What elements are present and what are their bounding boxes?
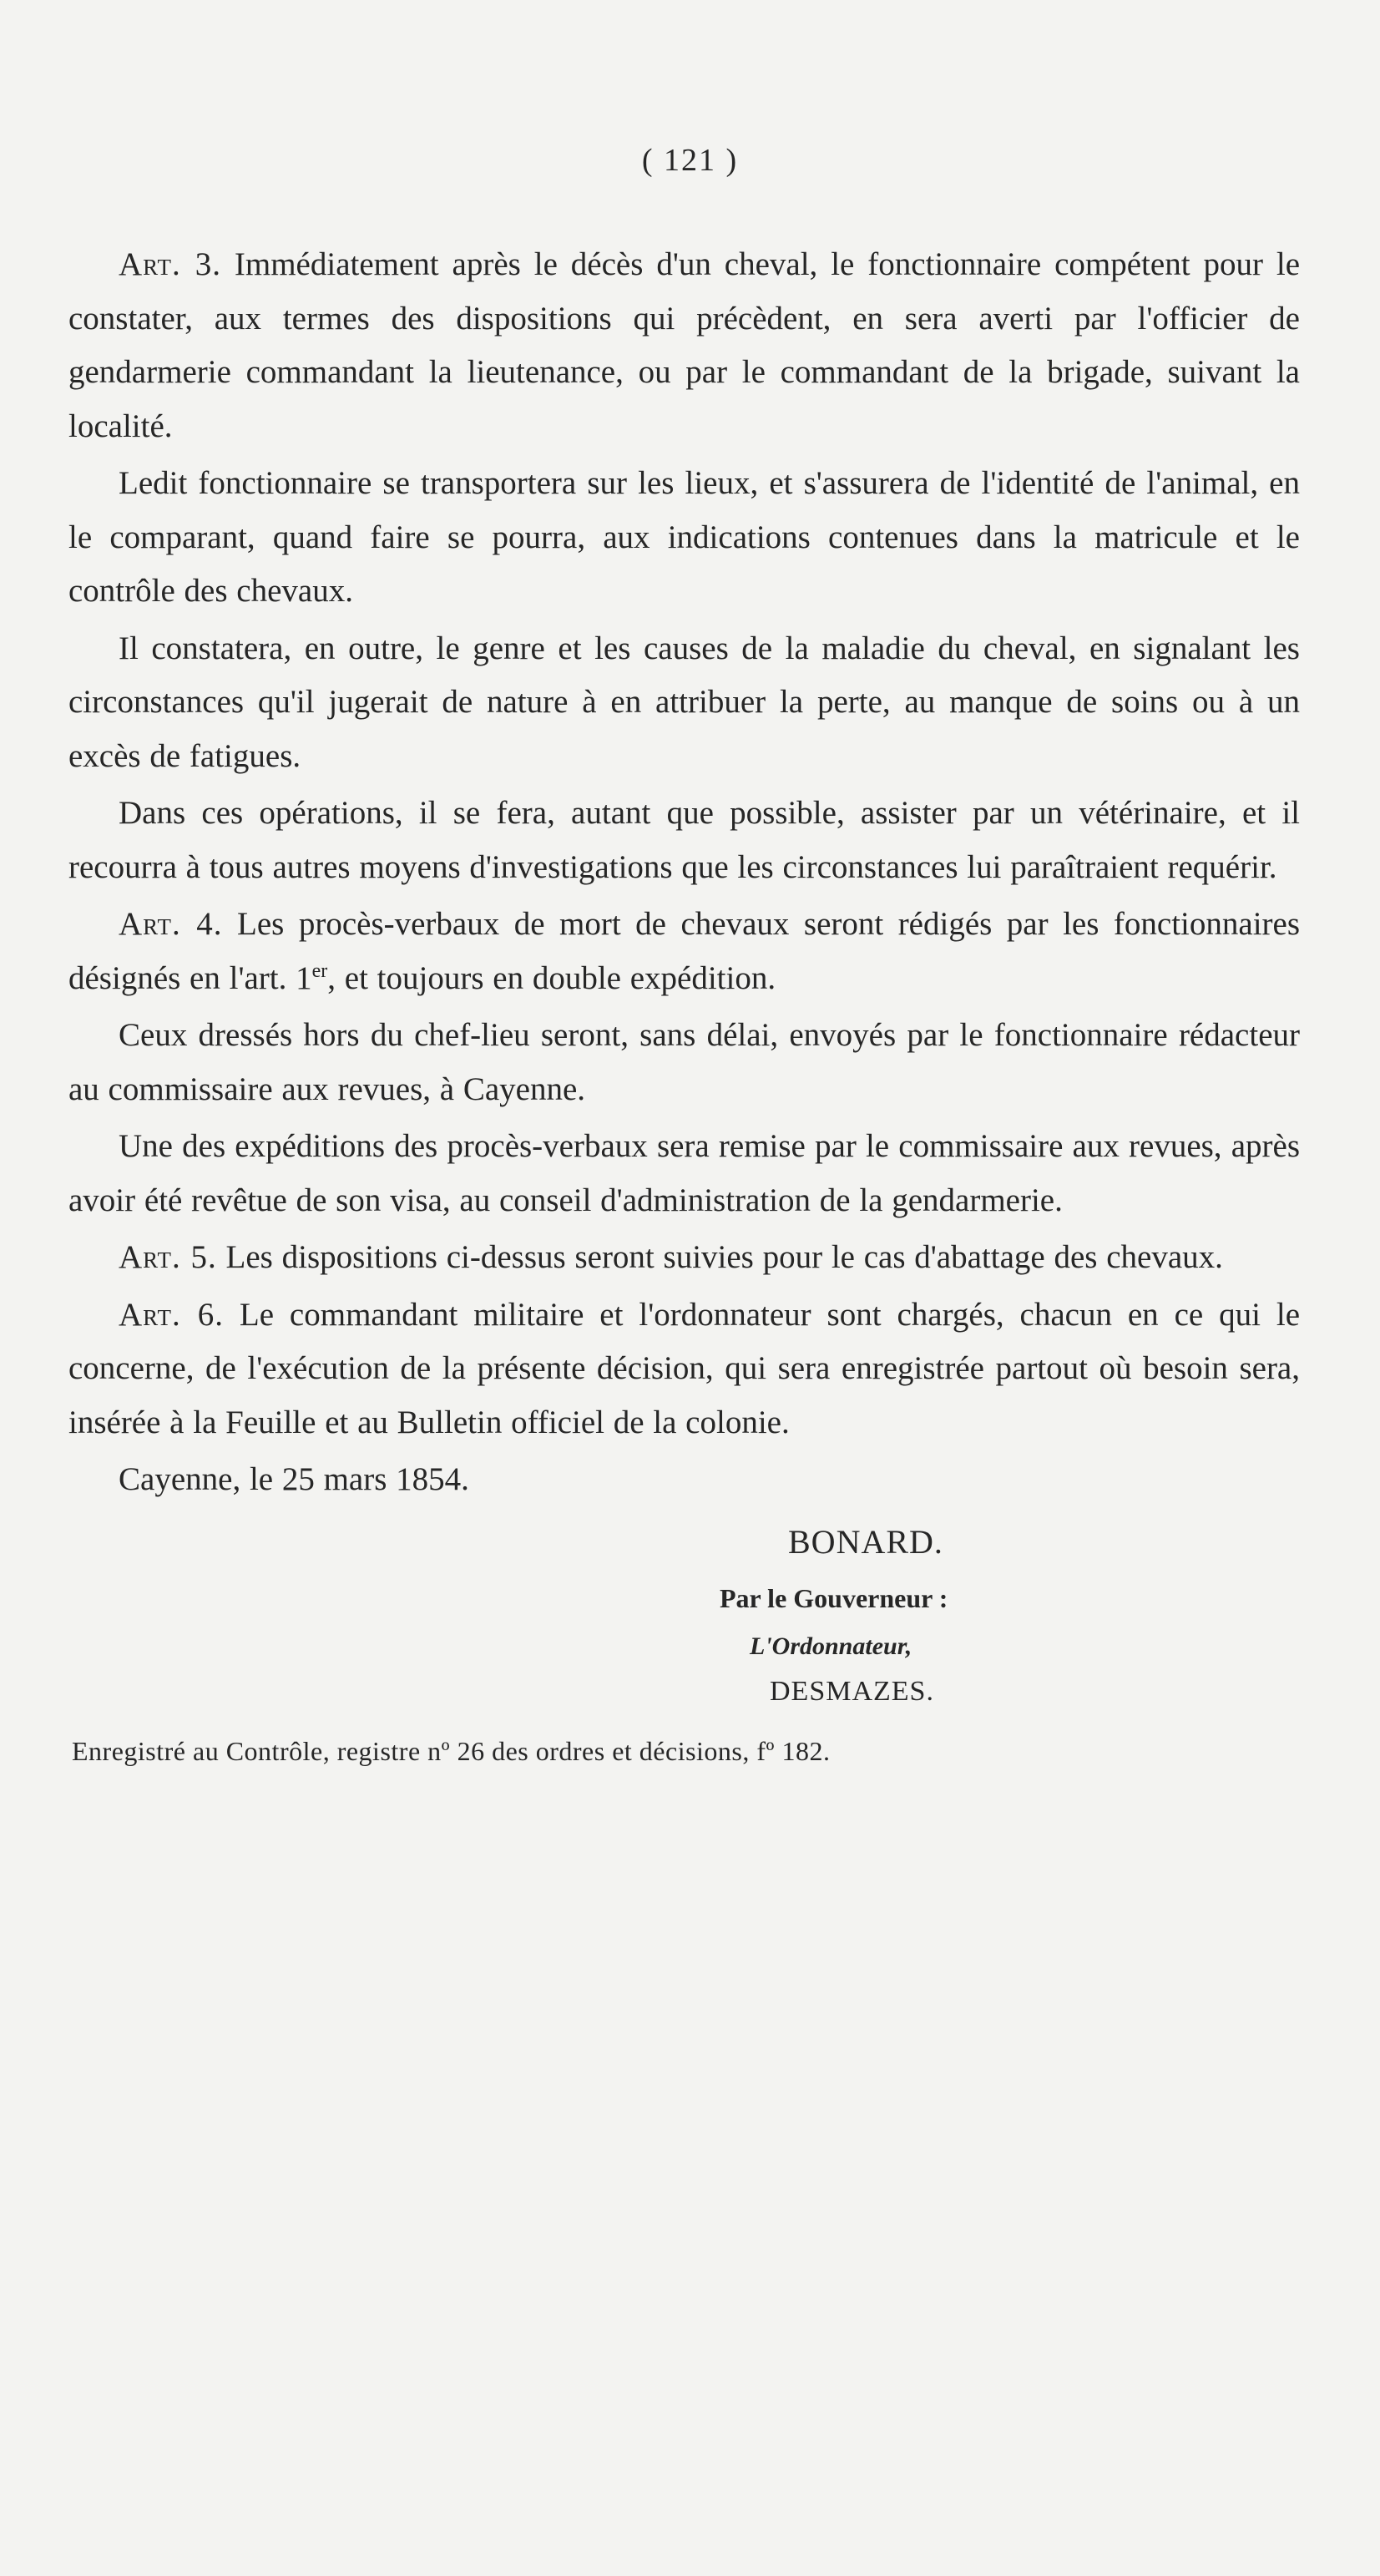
paragraph	[68, 787, 1300, 894]
paragraph-text: Immédiatement après le décès d'un cheval, le fonctionnaire compétent pour le constater, aux termes des dispositions qui précèdent, en sera averti par l'officier de gendarmerie commandant la lieutenance, ou par le commandant de la brigade, suivant la localité.	[68, 246, 1300, 444]
article-label: Art. 4.	[119, 906, 223, 942]
registration-note: Enregistré au Contrôle, registre nº 26 des ordres et décisions, fº 182.	[72, 1735, 831, 1766]
paragraph-text: Ceux dressés hors du chef-lieu seront, sans délai, envoyés par le fonctionnaire rédacteur au commissaire aux revues, à Cayenne.	[68, 1017, 1300, 1107]
article-label: Art. 3.	[119, 246, 221, 282]
paragraph-text: Les dispositions ci-dessus seront suivies pour le cas d'abattage des chevaux.	[216, 1239, 1223, 1275]
ordonnateur-title: L'Ordonnateur,	[750, 1632, 912, 1660]
article-label: Art. 6.	[119, 1296, 224, 1333]
date-line	[68, 1453, 1300, 1507]
paragraph-art-6	[68, 1288, 1300, 1450]
ordonnateur-name: DESMAZES.	[770, 1675, 934, 1707]
by-governor: Par le Gouverneur :	[720, 1582, 948, 1613]
paragraph-text: Les procès-verbaux de mort de chevaux seront rédigés par les fonctionnaires désignés en l'art. 1	[68, 906, 1300, 996]
paragraph	[68, 457, 1300, 619]
paragraph-art-4	[68, 898, 1300, 1005]
paragraph-art-3	[68, 238, 1300, 453]
paragraph-text: Cayenne, le 25 mars 1854.	[119, 1461, 469, 1497]
paragraph-text: Ledit fonctionnaire se transportera sur les lieux, et s'assurera de l'identité de l'animal, en le comparant, quand faire se pourra, aux indications contenues dans la matricule et le contrôle des chevaux.	[68, 465, 1300, 609]
superscript: er	[311, 959, 328, 982]
paragraph-art-5	[68, 1231, 1300, 1285]
article-label: Art. 5.	[119, 1239, 217, 1275]
paragraph-text: Il constatera, en outre, le genre et les causes de la maladie du cheval, en signalant les circonstances qu'il jugerait de nature à en attribuer la perte, au manque de soins ou à un excès de fatigues.	[68, 630, 1300, 774]
paragraph	[68, 622, 1300, 784]
page-number: ( 121 )	[641, 143, 739, 178]
paragraph-text: Le commandant militaire et l'ordonnateur sont chargés, chacun en ce qui le concerne, de l'exécution de la présente décision, qui sera enregistrée partout où besoin sera, insérée à la Feuille et au Bulletin officiel de la colonie.	[68, 1296, 1301, 1440]
signature-bonard: BONARD.	[788, 1522, 943, 1561]
paragraph-text: Une des expéditions des procès-verbaux sera remise par le commissaire aux revues, après avoir été revêtue de son visa, au conseil d'administration de la gendarmerie.	[68, 1128, 1300, 1218]
body-text	[68, 238, 1300, 1507]
paragraph-text: Dans ces opérations, il se fera, autant que possible, assister par un vétérinaire, et il recourra à tous autres moyens d'investigations que les circonstances lui paraîtraient requérir.	[68, 795, 1300, 885]
paragraph	[68, 1009, 1300, 1116]
paragraph-text: , et toujours en double expédition.	[327, 959, 776, 996]
paragraph	[68, 1120, 1300, 1227]
